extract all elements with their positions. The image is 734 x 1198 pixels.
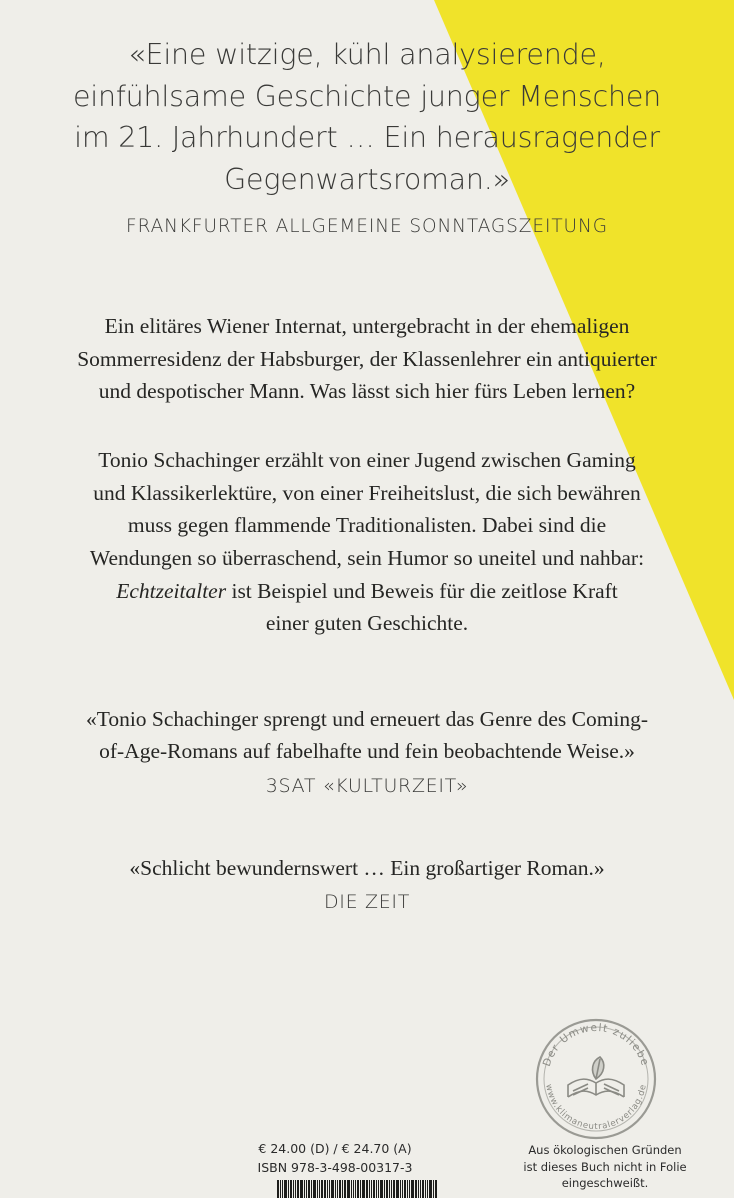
pull-quote-line-2: einfühlsame Geschichte junger Menschen xyxy=(72,79,662,113)
review-quote-1 xyxy=(40,703,694,797)
blurb-2-line-5 xyxy=(52,575,682,608)
eco-note xyxy=(505,1142,705,1192)
eco-seal-icon xyxy=(528,1011,664,1147)
blurb-2-line-6: einer guten Geschichte. xyxy=(265,611,469,636)
review-quote-1-line-1: «Tonio Schachinger sprengt und erneuert das Genre des Coming- xyxy=(85,707,649,731)
review-quote-2-source: DIE ZEIT xyxy=(323,891,411,914)
pull-quote-line-1: «Eine witzige, kühl analysierende, xyxy=(128,38,606,71)
review-quote-1-text xyxy=(40,703,694,768)
book-with-leaf-icon xyxy=(568,1057,624,1097)
eco-note-line-3: eingeschweißt. xyxy=(561,1176,649,1191)
review-quote-2-text xyxy=(40,852,694,884)
barcode xyxy=(277,1180,459,1198)
eco-note-line-1: Aus ökologischen Gründen xyxy=(528,1143,682,1157)
eco-seal-bottom-text: www.klimaneutralerverlag.de xyxy=(543,1083,649,1133)
blurb-2-line-3: muss gegen flammende Traditionalisten. Dabei sind die xyxy=(127,513,607,538)
blurb-paragraph-1 xyxy=(52,310,682,408)
review-quote-1-source: 3SAT «KULTURZEIT» xyxy=(265,774,469,797)
book-title-italic: Echtzeitalter xyxy=(116,578,227,603)
review-quote-2 xyxy=(40,852,694,913)
blurb-2-line-2: und Klassikerlektüre, von einer Freiheitslust, die sich bewähren xyxy=(93,480,641,505)
blurb-1-line-3: und despotischer Mann. Was lässt sich hier fürs Leben lernen? xyxy=(98,379,636,404)
review-quote-2-line-1: «Schlicht bewundernswert … Ein großartiger Roman.» xyxy=(129,856,605,880)
price-isbn-block xyxy=(170,1140,500,1178)
blurb-2-line-4: Wendungen so überraschend, sein Humor so uneitel und nahbar: xyxy=(89,546,645,571)
blurb-1-line-2: Sommerresidenz der Habsburger, der Klassenlehrer ein antiquierter xyxy=(77,346,657,371)
price-text: € 24.00 (D) / € 24.70 (A) xyxy=(258,1141,412,1156)
pull-quote-source: FRANKFURTER ALLGEMEINE SONNTAGSZEITUNG xyxy=(126,216,608,237)
blurb-2-line-1: Tonio Schachinger erzählt von einer Jugend zwischen Gaming xyxy=(98,448,636,472)
review-quote-1-line-2: of-Age-Romans auf fabelhafte und fein beobachtende Weise.» xyxy=(99,739,635,764)
blurb-paragraph-2 xyxy=(52,444,682,640)
blurb-2-line-5-rest: ist Beispiel und Beweis für die zeitlose Kraft xyxy=(226,578,618,603)
pull-quote xyxy=(36,34,698,200)
eco-note-line-2: ist dieses Buch nicht in Folie xyxy=(523,1159,687,1174)
eco-seal-top-text: Der Umwelt zuliebe xyxy=(540,1021,652,1069)
pull-quote-line-3: im 21. Jahrhundert … Ein herausragender xyxy=(74,121,660,155)
isbn-text: ISBN 978-3-498-00317-3 xyxy=(257,1159,413,1175)
eco-seal xyxy=(528,1011,664,1147)
blurb-1-line-1: Ein elitäres Wiener Internat, untergebracht in der ehemaligen xyxy=(104,314,630,338)
pull-quote-line-4: Gegenwartsroman.» xyxy=(224,162,510,196)
